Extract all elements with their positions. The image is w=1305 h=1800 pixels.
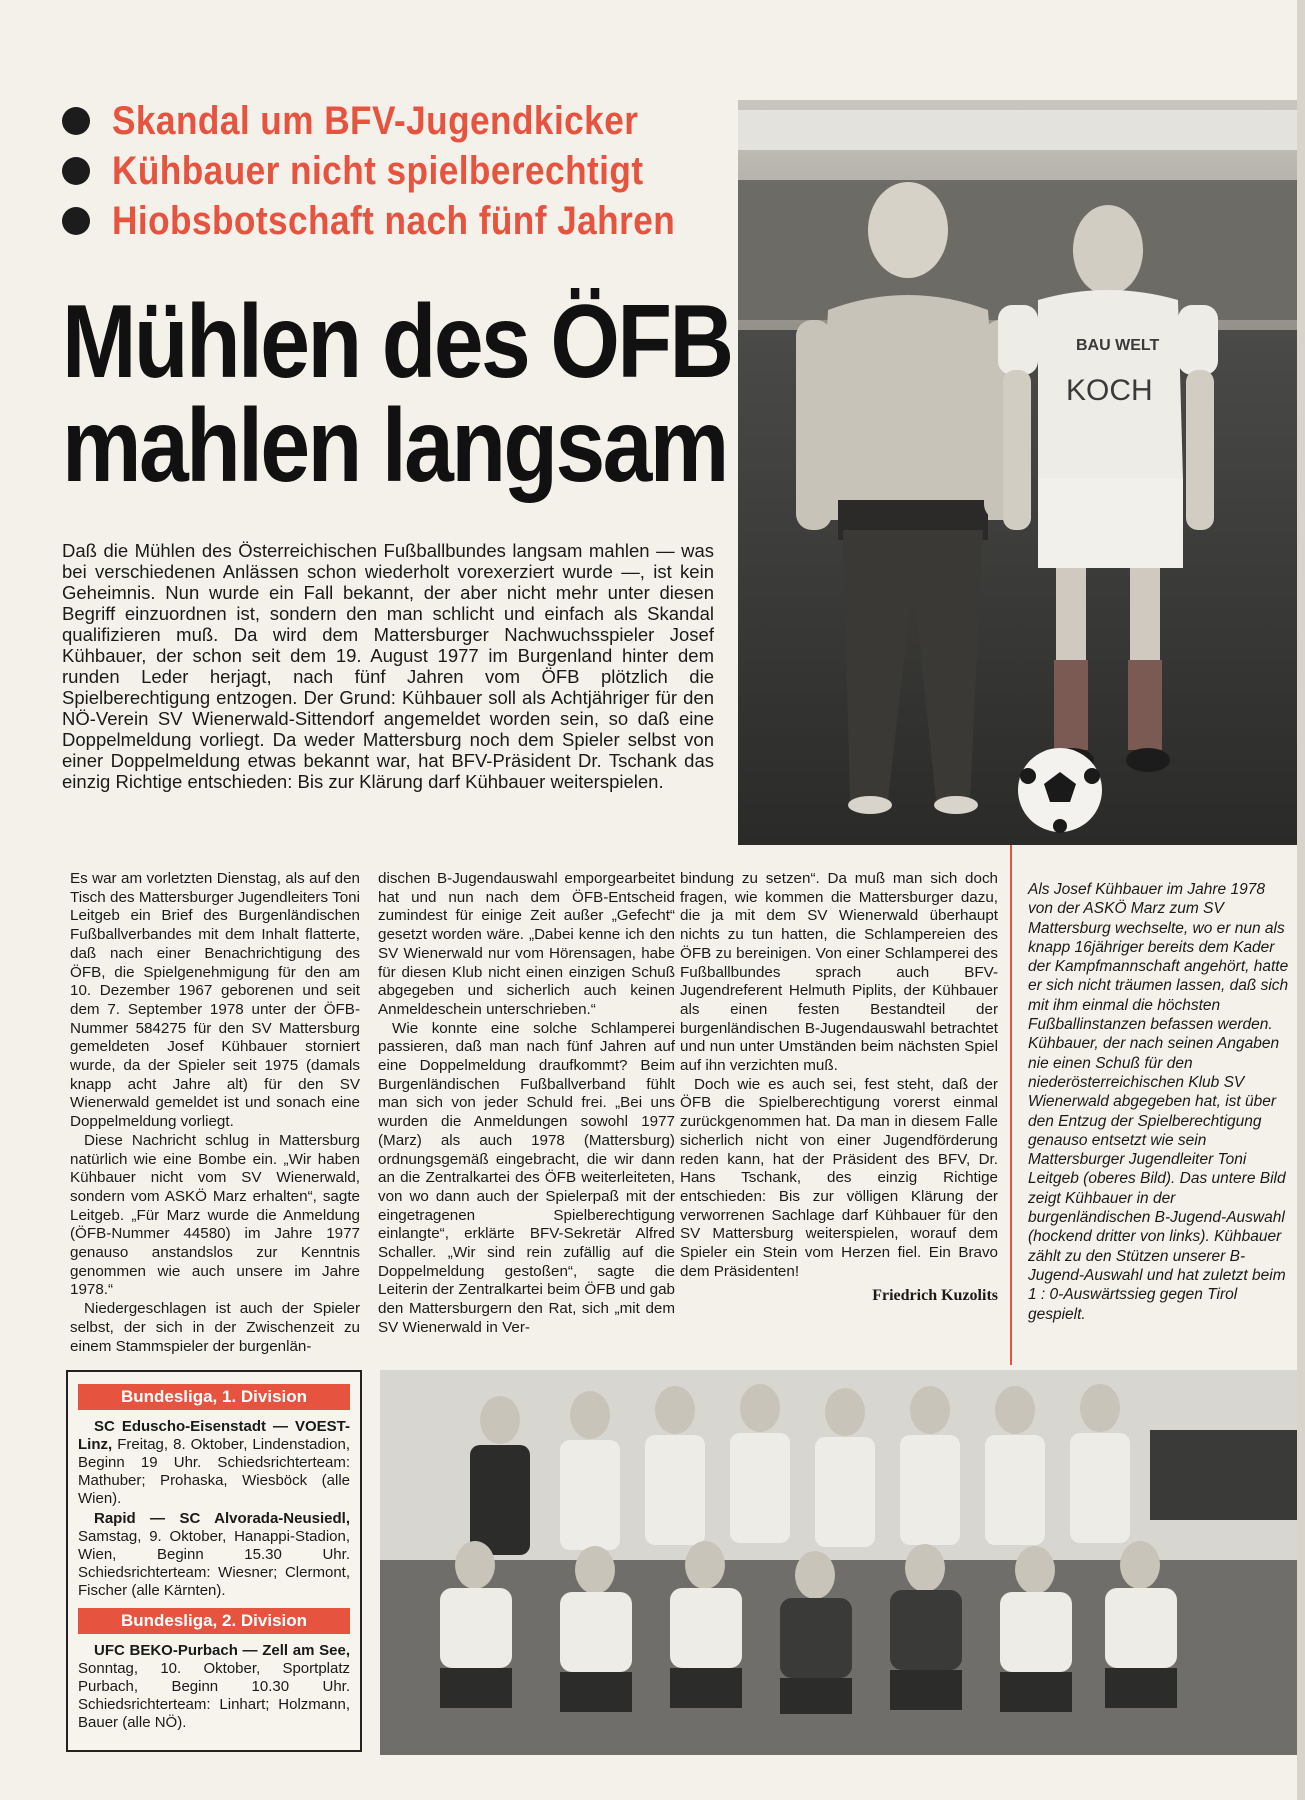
kicker-item: Kühbauer nicht spielberechtigt bbox=[62, 146, 722, 196]
paragraph: bindung zu setzen“. Da muß man sich doch fragen, wie kommen die Mattersburger dazu, die ja mit dem SV Wienerwald überhaupt nichts zu tun hatten, die Schlampereien des ÖFB zu bereinigen. Von einer Schlamperei des Fußballbundes sprach auch BFV-Jugendreferent Helmuth Piplits, der Kühbauer als einen festen Bestandteil der burgenländischen B-Jugendauswahl betrachtet und nun unter Umständen beim nächsten Spiel auf ihn verzichten muß. bbox=[680, 870, 998, 1075]
lead-paragraph: Daß die Mühlen des Österreichischen Fußballbundes langsam mahlen — was bei verschiedenen Anlässen schon wiederholt vorexerziert wurde —, ist kein Geheimnis. Nun wurde ein Fall bekannt, der aber nicht mehr unter diesen Begriff einzuordnen ist, sondern den man schlicht und einfach als Skandal qualifizieren muß. Da wird dem Mattersburger Nachwuchsspieler Josef Kühbauer, der schon seit dem 19. August 1977 im Burgenland hinter dem runden Leder herjagt, nach fünf Jahren vom ÖFB plötzlich die Spielberechtigung entzogen. Der Grund: Kühbauer soll als Achtjähriger für den NÖ-Verein SV Wienerwald-Sittendorf angemeldet worden sein, so daß eine Doppelmeldung vorliegt. Da weder Mattersburg noch dem Spieler selbst von einer Doppelmeldung etwas bekannt war, hat BFV-Präsident Dr. Tschank das einzig Richtige entschieden: Bis zur Klärung darf Kühbauer weiterspielen. bbox=[62, 540, 714, 792]
paragraph: Es war am vorletzten Dienstag, als auf den Tisch des Mattersburger Jugendleiters Toni Leitgeb ein Brief des Burgenländischen Fußballverbandes mit dem Inhalt flatterte, daß nach einer Benachrichtigung des ÖFB, die Spielgenehmigung für den am 10. Dezember 1967 geborenen und seit dem 7. September 1978 unter der ÖFB-Nummer 584275 für den SV Mattersburg gemeldeten Josef Kühbauer storniert wurde, da der Spieler seit 1975 (damals knapp acht Jahre alt) für den SV Wienerwald gemeldet ist und sonach eine Doppelmeldung vorliegt. bbox=[70, 870, 360, 1131]
paragraph: Doch wie es auch sei, fest steht, daß der ÖFB die Spielberechtigung vorerst einmal zurückgenommen hat. Da man in diesem Falle sicherlich nicht von einer Jugendförderung reden kann, hat der Präsident des BFV, Dr. Hans Tschank, des einzig Richtige entschieden: Bis zur völligen Klärung der verworrenen Sachlage darf Kühbauer für den SV Mattersburg weiterspielen, worauf dem Spieler ein Stein vom Herzen fiel. Ein Bravo dem Präsidenten! bbox=[680, 1075, 998, 1280]
bullet-icon bbox=[62, 107, 90, 135]
kicker-item: Hiobsbotschaft nach fünf Jahren bbox=[62, 196, 722, 246]
shirt-sponsor-text: KOCH bbox=[1066, 374, 1153, 407]
photo-coach-and-player-illustration bbox=[738, 100, 1300, 845]
article-column-2 bbox=[378, 870, 675, 1338]
photo-coach-and-player bbox=[738, 100, 1300, 845]
division-banner: Bundesliga, 1. Division bbox=[78, 1384, 350, 1410]
page-edge bbox=[1297, 0, 1305, 1800]
article-column-3 bbox=[680, 870, 998, 1306]
match-entry: SC Eduscho-Eisenstadt — VOEST-Linz, Freitag, 8. Oktober, Lindenstadion, Beginn 19 Uhr. Schiedsrichterteam: Mathuber; Prohaska, Wiesböck (alle Wien). bbox=[78, 1418, 350, 1507]
page-title: Mühlen des ÖFB mahlen langsam bbox=[62, 284, 732, 504]
bullet-icon bbox=[62, 207, 90, 235]
paragraph: dischen B-Jugendauswahl emporgearbeitet hat und nun nach dem ÖFB-Entscheid zumindest für einige Zeit außer „Gefecht“ gesetzt worden wäre. „Dabei kenne ich den SV Wienerwald nur vom Hörensagen, habe für diesen Klub nicht einen einzigen Schuß abgegeben und sicherlich auch keinen Anmeldeschein unterschrieben.“ bbox=[378, 870, 675, 1018]
paragraph: Wie konnte eine solche Schlamperei passieren, daß man nach fünf Jahren auf eine Doppelmeldung draufkommt? Beim Burgenländischen Fußballverband fühlt man sich von jeder Schuld frei. „Bei uns wurden die Anmeldungen sowohl 1977 (Marz) als auch 1978 (Mattersburg) ordnungsgemäß eingebracht, die wir dann an die Zentralkartei des ÖFB weiterleiteten, von wo dann auch der Spielerpaß mit der eingetragenen Spielberechtigung einlangte“, erklärte BFV-Sekretär Alfred Schaller. „Wir sind rein zufällig auf die Doppelmeldung gestoßen“, sagte die Leiterin der Zentralkartei beim ÖFB und gab den Mattersburgern den Rat, sich „mit dem SV Wienerwald in Ver- bbox=[378, 1019, 675, 1336]
kicker-item: Skandal um BFV-Jugendkicker bbox=[62, 96, 722, 146]
article-column-1 bbox=[70, 870, 360, 1356]
division-banner: Bundesliga, 2. Division bbox=[78, 1608, 350, 1634]
photo-team-illustration bbox=[380, 1370, 1298, 1755]
photo-caption: Als Josef Kühbauer im Jahre 1978 von der ASKÖ Marz zum SV Mattersburg wechselte, wo er nun als knapp 16jähriger bereits dem Kader der Kampfmannschaft angehört, hatte er sich nicht träumen lassen, daß sich mit ihm einmal die höchsten Fußballinstanzen befassen werden. Kühbauer, der nach seinen Angaben nie einen Schuß für den niederösterreichischen Klub SV Wienerwald abgegeben hat, ist über den Entzug der Spielberechtigung genauso entsetzt wie sein Mattersburger Jugendleiter Toni Leitgeb (oberes Bild). Das untere Bild zeigt Kühbauer in der burgenländischen B-Jugend-Auswahl (hockend dritter von links). Kühbauer zählt zu den Stützen unserer B-Jugend-Auswahl und hat zuletzt beim 1 : 0-Auswärtssieg gegen Tirol gespielt. bbox=[1028, 881, 1289, 1323]
kicker-list bbox=[62, 96, 722, 246]
author-signature: Friedrich Kuzolits bbox=[872, 1287, 998, 1305]
photo-team bbox=[380, 1370, 1298, 1755]
caption-divider bbox=[1010, 845, 1012, 1365]
paragraph: Niedergeschlagen ist auch der Spieler selbst, der sich in der Zwischenzeit zu einem Stammspieler der burgenlän- bbox=[70, 1300, 360, 1355]
shirt-sponsor-text: BAU WELT bbox=[1076, 337, 1160, 354]
bullet-icon bbox=[62, 157, 90, 185]
paragraph: Diese Nachricht schlug in Mattersburg natürlich wie eine Bombe ein. „Wir haben Kühbauer nicht vom SV Wienerwald, sondern vom ASKÖ Marz erhalten“, sagte Leitgeb. „Für Marz wurde die Anmeldung (ÖFB-Nummer 44580) im Jahre 1977 genauso anstandslos zur Kenntnis genommen wie auch unsere im Jahre 1978.“ bbox=[70, 1131, 360, 1299]
match-entry: Rapid — SC Alvorada-Neusiedl, Samstag, 9. Oktober, Hanappi-Stadion, Wien, Beginn 15.30 Uhr. Schiedsrichterteam: Wiesner; Clermont, Fischer (alle Kärnten). bbox=[78, 1510, 350, 1599]
match-entry: UFC BEKO-Purbach — Zell am See, Sonntag, 10. Oktober, Sportplatz Purbach, Beginn 10.30 Uhr. Schiedsrichterteam: Linhart; Holzmann, Bauer (alle NÖ). bbox=[78, 1642, 350, 1731]
schedule-box bbox=[66, 1370, 362, 1752]
